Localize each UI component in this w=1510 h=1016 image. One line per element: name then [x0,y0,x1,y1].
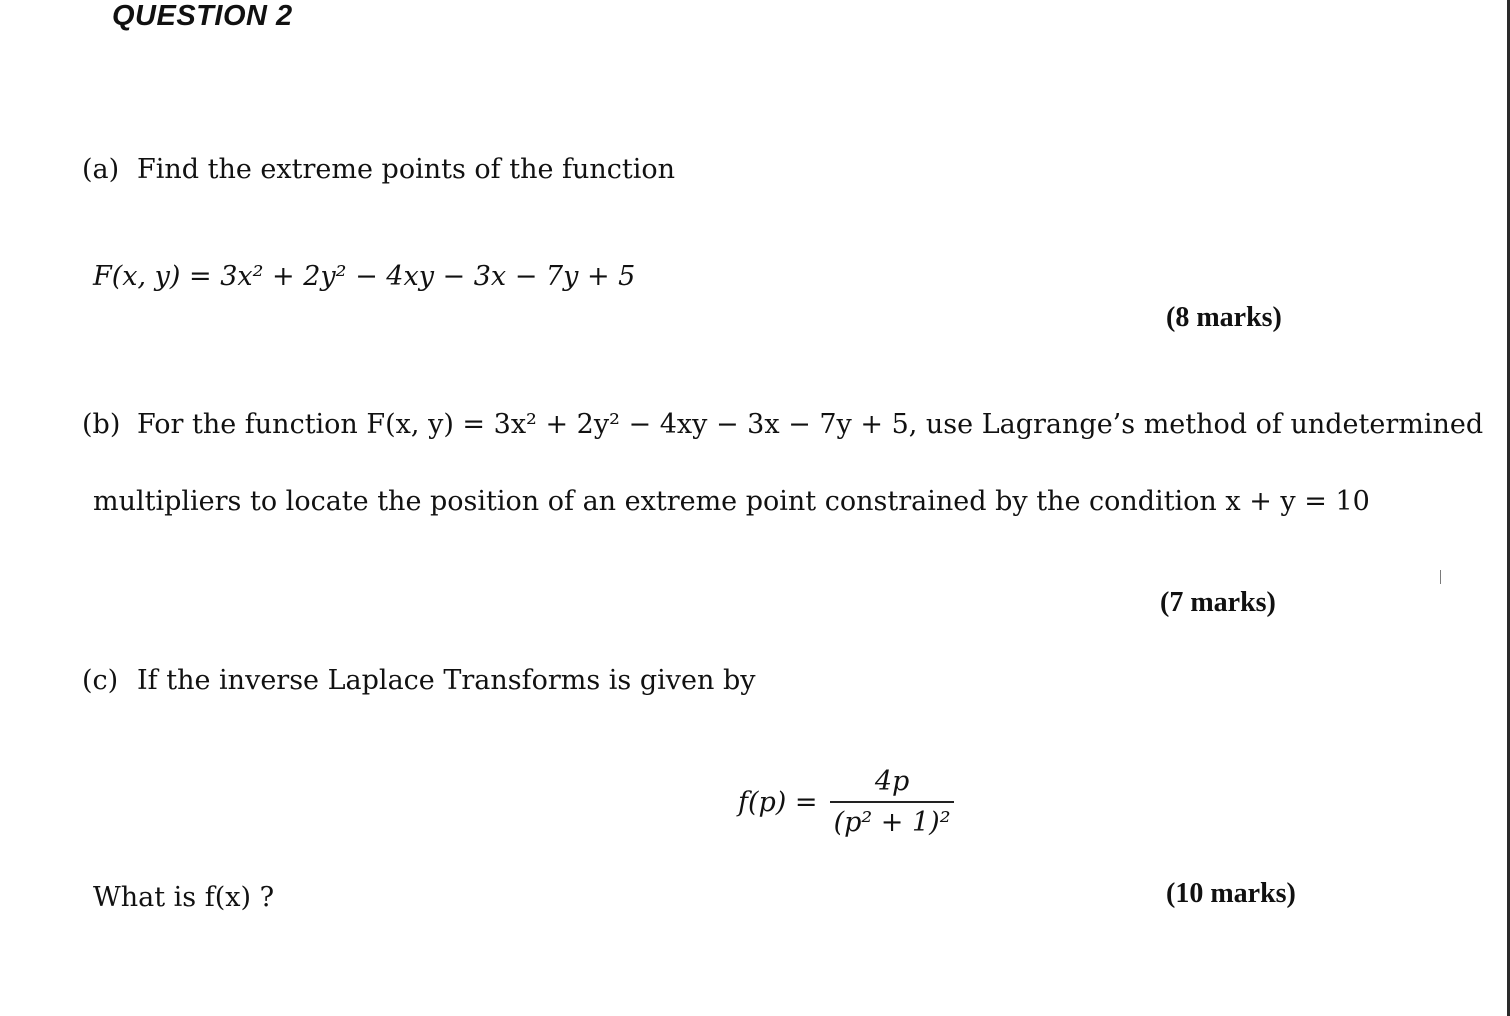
question-heading: QUESTION 2 [112,0,293,32]
part-c-question: What is f(x) ? [93,882,275,913]
part-c-prompt-line [82,665,756,696]
laplace-equation [738,766,957,838]
part-a-prompt: Find the extreme points of the function [137,154,676,185]
part-b-label: (b) [82,409,121,440]
part-c-prompt: If the inverse Laplace Transforms is given by [137,665,756,696]
laplace-lhs: f(p) = [738,786,818,818]
fraction-denominator: (p² + 1)² [833,807,951,838]
part-c-label: (c) [82,665,119,696]
part-b-line-1-row [82,409,1483,440]
part-b-line-2: multipliers to locate the position of an extreme point constrained by the condition x + y = 10 [93,486,1370,517]
part-c-marks: (10 marks) [1166,878,1296,909]
fraction-numerator: 4p [874,766,910,797]
part-b-marks: (7 marks) [1160,587,1276,618]
part-a-prompt-line [82,154,675,185]
stray-mark [1440,570,1441,584]
part-a-marks: (8 marks) [1166,302,1282,333]
part-a-label: (a) [82,154,120,185]
part-a-equation: F(x, y) = 3x² + 2y² − 4xy − 3x − 7y + 5 [93,261,636,292]
part-b-line-1: For the function F(x, y) = 3x² + 2y² − 4xy − 3x − 7y + 5, use Lagrange’s method of undetermined [137,409,1484,440]
laplace-fraction [828,766,957,838]
